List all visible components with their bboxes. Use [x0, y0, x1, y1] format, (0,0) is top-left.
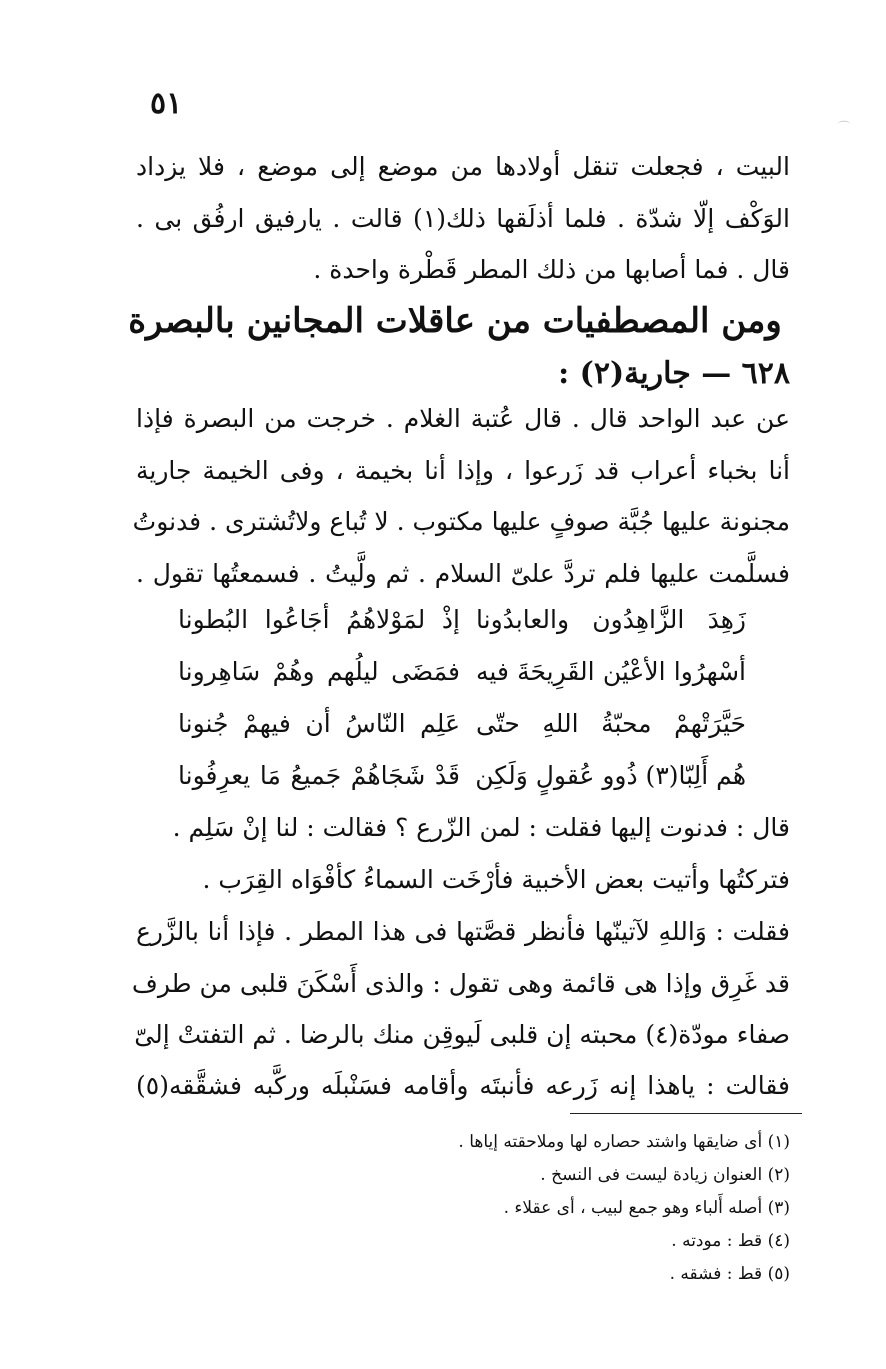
body-line: أنا بخباء أعراب قد زَرعوا ، وإذا أنا بخيمة ، وفى الخيمة جارية — [136, 456, 790, 485]
footnote: (٣) أصله أَلباء وهو جمع لبيب ، أى عقلاء . — [503, 1198, 790, 1218]
margin-mark: ⌒ — [838, 120, 851, 134]
body-line: عن عبد الواحد قال . قال عُتبة الغلام . خرجت من البصرة فإذا — [136, 404, 790, 433]
poem-first-hemistich: زَهِدَ الزَّاهِدُون والعابدُونا — [476, 605, 746, 634]
body-line: قد غَرِق وإذا هى قائمة وهى تقول : والذى أَسْكَنَ قلبى من طرف — [131, 969, 790, 998]
page-number: ٥١ — [150, 86, 183, 121]
poem-second-hemistich: قَدْ شَجَاهُمْ جَميعُ مَا يعرِفُونا — [178, 761, 460, 790]
body-line: البيت ، فجعلت تنقل أولادها من موضع إلى موضع ، فلا يزداد — [136, 152, 790, 181]
body-line: فقالت : ياهذا إنه زَرعه فأنبتَه وأقامه فسَنْبلَه وركَّبه فشقَّقه(٥) — [136, 1071, 790, 1100]
footnote: (٥) قط : فشقه . — [669, 1264, 790, 1284]
footnote: (٤) قط : مودته . — [671, 1231, 790, 1251]
poem-second-hemistich: فمَضَى ليلُهم وهُمْ سَاهِرونا — [178, 657, 460, 686]
body-line: الوَكْف إلّا شدّة . فلما أذلَقها ذلك(١) قالت . يارفيق ارفُق بى . — [136, 204, 790, 233]
poem-second-hemistich: عَلِم النّاسُ أن فيهمْ جُنونا — [178, 709, 460, 738]
body-line: مجنونة عليها جُبَّة صوفٍ عليها مكتوب . لا تُباع ولاتُشترى . فدنوتُ — [132, 507, 790, 536]
poem-first-hemistich: أسْهرُوا الأعْيُن القَرِيحَةَ فيه — [476, 657, 746, 686]
footnote-divider — [570, 1113, 802, 1114]
entry-title: ٦٢٨ — جارية(٢) : — [558, 356, 790, 391]
body-line: فسلَّمت عليها فلم تردَّ علىّ السلام . ثم ولَّيتُ . فسمعتُها تقول . — [136, 559, 790, 588]
body-line: قال . فما أصابها من ذلك المطر قَطْرة واحدة . — [313, 255, 790, 284]
section-heading: ومن المصطفيات من عاقلات المجانين بالبصرة — [128, 301, 782, 341]
footnote: (١) أى ضايقها واشتد حصاره لها وملاحقته إياها . — [458, 1132, 790, 1152]
body-line: فقلت : وَاللهِ لآتينّها فأنظر قصَّتها فى هذا المطر . فإذا أنا بالزَّرع — [136, 917, 790, 946]
poem-first-hemistich: هُم أَلِبّا(٣) ذُوو عُقولٍ وَلَكِن — [475, 761, 746, 790]
body-line: صفاء مودّة(٤) محبته إن قلبى لَيوقِن منك بالرضا . ثم التفتتْ إلىّ — [134, 1020, 790, 1049]
poem-second-hemistich: إذْ لمَوْلاهُمُ أجَاعُوا البُطونا — [178, 605, 460, 634]
poem-first-hemistich: حَيَّرَتْهمْ محبّةُ اللهِ حتّى — [476, 709, 746, 738]
body-line: قال : فدنوت إليها فقلت : لمن الزّرع ؟ فقالت : لنا إنْ سَلِم . — [172, 813, 790, 842]
footnote: (٢) العنوان زيادة ليست فى النسخ . — [540, 1165, 790, 1185]
body-line: فتركتُها وأتيت بعض الأخبية فأرْخَت السماءُ كأفْوَاه القِرَب . — [202, 865, 790, 894]
